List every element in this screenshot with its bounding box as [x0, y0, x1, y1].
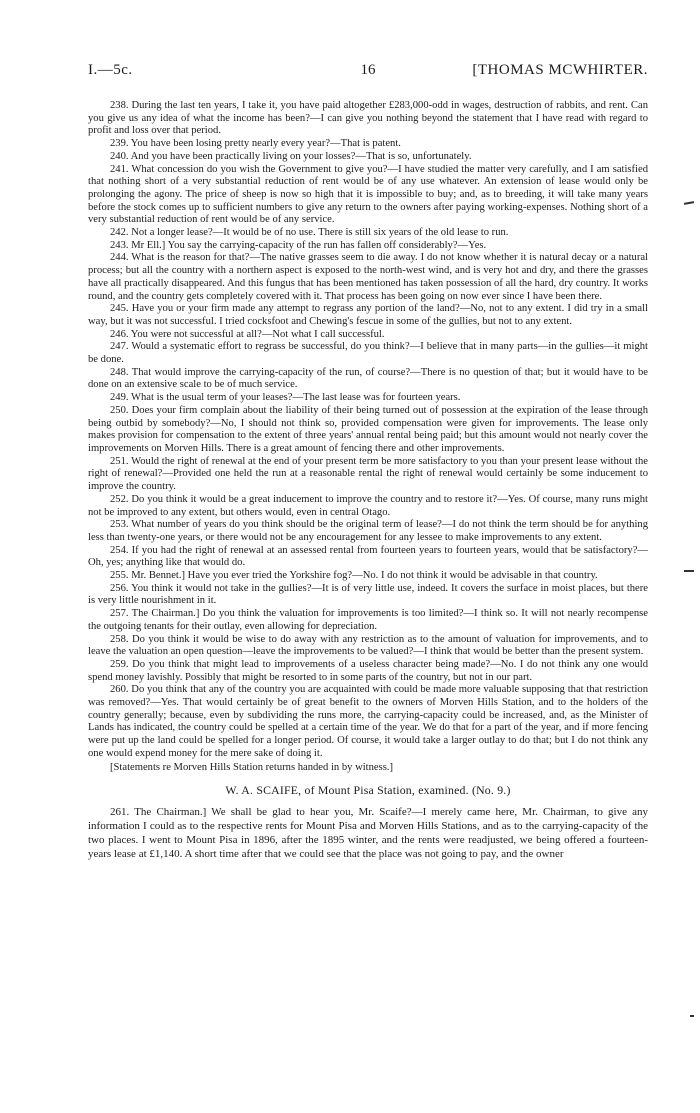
witness-heading: W. A. SCAIFE, of Mount Pisa Station, examined. (No. 9.): [225, 783, 511, 798]
paragraph-256: 256. You think it would not take in the gullies?—It is of very little use, indeed. It covers the surface in moist places, but there is very little nourishment in it.: [88, 582, 648, 607]
margin-tick-mark: [690, 1015, 694, 1017]
paragraph-243: 243. Mr Ell.] You say the carrying-capacity of the run has fallen off considerably?—Yes.: [110, 239, 487, 251]
paragraph-251: 251. Would the right of renewal at the end of your present term be more satisfactory to you than your present lease without the right of renewal?—Provided one held the run at a reasonable rental the right of renewal would certainly be some inducement to improve the country.: [88, 455, 648, 493]
document-body: [88, 100, 648, 861]
paragraph-258: 258. Do you think it would be wise to do away with any restriction as to the amount of valuation for improvements, and to leave the valuation an open question—leave the improvements to be valued?—I think that would be better than the present system.: [88, 633, 648, 658]
paragraph-242: 242. Not a longer lease?—It would be of no use. There is still six years of the old lease to run.: [110, 227, 509, 239]
paragraph-248: 248. That would improve the carrying-capacity of the run, of course?—There is no question of that; but it would have to be done on an extensive scale to be of much service.: [88, 366, 648, 391]
paragraph-253: 253. What number of years do you think should be the original term of lease?—I do not think the term should be for anything less than twenty-one years, or there would not be any encouragement for any lessee to make improvements to any extent.: [88, 519, 648, 543]
page-header: [88, 62, 648, 86]
paragraph-261: 261. The Chairman.] We shall be glad to hear you, Mr. Scaife?—I merely came here, Mr. Chairman, to give any information I could as to the respective rents for Mount Pisa and Morven Hills Stations, and as to the carrying-capacity of the two places. I went to Mount Pisa in 1896, after the 1895 winter, and the rents were readjusted, we being offered a fourteen-years lease at £1,140. A short time after that we could see that the place was not going to pay, and the owner: [88, 805, 648, 860]
paragraph-238: 238. During the last ten years, I take it, you have paid altogether £283,000-odd in wages, destruction of rabbits, and rent. Can you give us any idea of what the income has been?—I can give you nothing beyond the statement that I have read with regard to profit and loss over that period.: [88, 100, 648, 137]
paragraph-247: 247. Would a systematic effort to regrass be successful, do you think?—I believe that in many parts—in the gullies—it might be done.: [88, 341, 648, 366]
paragraph-255: 255. Mr. Bennet.] Have you ever tried the Yorkshire fog?—No. I do not think it would be advisable in that country.: [110, 570, 598, 582]
paragraph-249: 249. What is the usual term of your leases?—The last lease was for fourteen years.: [110, 392, 461, 404]
paragraph-257: 257. The Chairman.] Do you think the valuation for improvements is too limited?—I think so. It will not nearly recompense the outgoing tenants for their outlay, even allowing for depreciation.: [88, 608, 648, 632]
paragraph-241: 241. What concession do you wish the Government to give you?—I have studied the matter very carefully, and I am satisfied that nothing short of a very substantial reduction of rent would be of any use whatever. An extension of lease would only be prolonging the agony. The price of sheep is now so high that it is impossible to buy; and, as to breeding, it will take many years before the stock comes up to sufficient numbers to give any return to the owners after paying working-expenses. Nothing short of a very substantial reduction of rent would be of any service.: [88, 163, 648, 226]
paragraph-259: 259. Do you think that might lead to improvements of a useless character being made?—No. I do not think any one would spend money lavishly. Possibly that might be resorted to in some parts of the country, but not in our part.: [88, 658, 648, 683]
paragraph-239: 239. You have been losing pretty nearly every year?—That is patent.: [110, 138, 401, 150]
paragraph-246: 246. You were not successful at all?—Not what I call successful.: [110, 328, 385, 340]
paragraph-245: 245. Have you or your firm made any attempt to regrass any portion of the land?—No, not to any extent. I did try in a small way, but it was not successful. I tried cocksfoot and Chewing's fescue in some of the gullies, but not to any extent.: [88, 303, 648, 327]
paragraph-260: 260. Do you think that any of the country you are acquainted with could be made more valuable supposing that that restriction was removed?—Yes. That would certainly be of great benefit to the owners of Morven Hills Station, and to the holders of the country generally; because, even by subdividing the runs more, the carrying-capacity could be increased, and, as the Minister of Lands has indicated, the country could be spelled at a certain time of the year. We do that for a part of the year, and if more fencing were put up the land could be spelled for a longer period. Of course, it would take a larger outlay to do that; but I do not think any one would expend money for the mere sake of doing it.: [88, 684, 648, 759]
paragraph-252: 252. Do you think it would be a great inducement to improve the country and to restore it?—Yes. Of course, many runs might not be improved to any extent, but others would, even in central Otago.: [88, 493, 648, 518]
paragraph-254: 254. If you had the right of renewal at an assessed rental from fourteen years to fourteen years, would that be satisfactory?—Oh, yes; anything like that would do.: [88, 544, 648, 569]
header-page-number: 16: [360, 62, 376, 78]
paragraph-244: 244. What is the reason for that?—The native grasses seem to die away. I do not know whether it is natural decay or a natural process; but all the country with a northern aspect is exposed to the north-west wind, and is very hot and dry, and there the grasses have all practically disappeared. And this fungus that has been mentioned has taken possession of all the hard, dry country. It works round, and the country gets completely covered with it. That process has been going on now ever since I have been there.: [88, 252, 648, 302]
header-section-ref: I.—5c.: [88, 62, 133, 78]
header-witness-name: [THOMAS MCWHIRTER.: [472, 62, 648, 78]
paragraph-250: 250. Does your firm complain about the liability of their being turned out of possession at the expiration of the lease through being outbid by somebody?—No, I should not think so, provided compensation were given for improvements. The lease only makes provision for compensation to the extent of three years' annual rental being paid; but this amount would not nearly cover the improvements on Morven Hills. There is a great amount of fencing there and other improvements.: [88, 404, 648, 454]
margin-tick-mark: [684, 570, 694, 572]
statement-note: [Statements re Morven Hills Station returns handed in by witness.]: [110, 761, 394, 773]
margin-tick-mark: [684, 201, 694, 205]
paragraph-240: 240. And you have been practically living on your losses?—That is so, unfortunately.: [110, 150, 472, 162]
